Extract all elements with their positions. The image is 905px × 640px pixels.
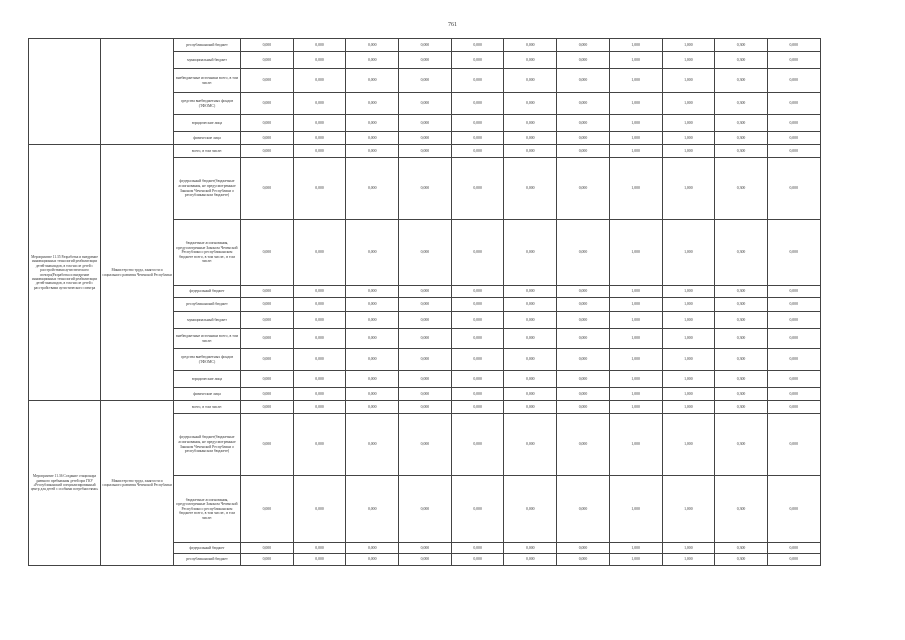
funding-source-cell: муниципальный бюджет [174,312,241,329]
value-cell: 0,000 [504,286,557,298]
value-cell: 0,000 [451,93,504,115]
value-cell: 0,000 [451,158,504,220]
value-cell: 0,000 [241,220,294,286]
value-cell: 0,000 [557,132,610,145]
value-cell: 0,000 [293,543,346,554]
value-cell: 0,000 [346,349,399,371]
value-cell: 0,000 [557,69,610,93]
value-cell: 0,000 [451,401,504,414]
value-cell: 0,000 [451,286,504,298]
value-cell: 0,000 [241,476,294,543]
value-cell: 0,000 [346,158,399,220]
value-cell: 0,000 [767,298,820,312]
value-cell: 0,000 [557,298,610,312]
value-cell: 0,300 [715,93,768,115]
value-cell: 0,000 [767,93,820,115]
value-cell: 0,000 [557,220,610,286]
value-cell: 0,000 [241,329,294,349]
value-cell: 1,000 [662,543,715,554]
value-cell: 0,300 [715,132,768,145]
value-cell: 1,000 [662,329,715,349]
funding-source-cell: юридические лица [174,371,241,388]
value-cell: 0,000 [451,69,504,93]
value-cell: 0,000 [293,312,346,329]
value-cell: 0,000 [504,93,557,115]
value-cell: 0,000 [504,158,557,220]
value-cell: 0,300 [715,543,768,554]
value-cell: 1,000 [662,312,715,329]
value-cell: 0,000 [293,158,346,220]
value-cell: 0,300 [715,220,768,286]
value-cell: 0,000 [451,145,504,158]
value-cell: 0,000 [399,312,452,329]
funding-source-cell: средства внебюджетных фондов (ТФОМС) [174,349,241,371]
value-cell: 0,000 [293,145,346,158]
value-cell: 0,000 [241,312,294,329]
funding-source-cell: республиканский бюджет [174,39,241,52]
table-row [29,39,821,52]
value-cell: 0,000 [399,39,452,52]
value-cell: 0,000 [451,554,504,566]
value-cell: 0,000 [346,115,399,132]
value-cell: 1,000 [609,69,662,93]
value-cell: 0,000 [399,158,452,220]
value-cell: 0,000 [557,39,610,52]
value-cell: 0,300 [715,145,768,158]
value-cell: 0,000 [241,554,294,566]
value-cell: 0,000 [346,39,399,52]
value-cell: 0,000 [346,388,399,401]
funding-source-cell: внебюджетные источники всего, в том числе: [174,329,241,349]
value-cell: 0,000 [399,52,452,69]
value-cell: 0,000 [504,220,557,286]
value-cell: 0,000 [346,93,399,115]
value-cell: 0,000 [504,312,557,329]
value-cell: 0,000 [293,93,346,115]
value-cell: 0,300 [715,39,768,52]
funding-source-cell: юридические лица [174,115,241,132]
value-cell: 0,000 [504,52,557,69]
value-cell: 0,000 [504,401,557,414]
value-cell: 0,000 [767,476,820,543]
value-cell: 0,000 [241,401,294,414]
value-cell: 0,000 [293,115,346,132]
value-cell: 0,000 [241,132,294,145]
value-cell: 0,000 [399,132,452,145]
value-cell: 0,000 [767,312,820,329]
value-cell: 0,000 [767,349,820,371]
value-cell: 1,000 [662,52,715,69]
value-cell: 0,000 [451,414,504,476]
value-cell: 0,000 [451,39,504,52]
value-cell: 0,000 [767,388,820,401]
value-cell: 1,000 [609,52,662,69]
value-cell: 0,000 [504,298,557,312]
value-cell: 1,000 [662,220,715,286]
value-cell: 0,000 [767,39,820,52]
value-cell: 0,000 [451,329,504,349]
value-cell: 0,000 [399,329,452,349]
value-cell: 0,000 [346,312,399,329]
value-cell: 0,000 [346,414,399,476]
value-cell: 1,000 [609,93,662,115]
executor-cell [101,39,174,145]
value-cell: 0,000 [504,543,557,554]
funding-source-cell: бюджетные ассигнования, предусмотренные Законом Чеченской Республики о республиканском бюджете всего, в том числе:, в том числе: [174,220,241,286]
value-cell: 0,000 [767,52,820,69]
value-cell: 0,000 [241,52,294,69]
value-cell: 0,000 [557,145,610,158]
value-cell: 0,000 [767,329,820,349]
value-cell: 0,000 [399,220,452,286]
value-cell: 0,000 [399,286,452,298]
value-cell: 0,000 [293,371,346,388]
value-cell: 0,000 [293,476,346,543]
value-cell: 0,000 [241,286,294,298]
value-cell: 0,000 [241,39,294,52]
value-cell: 1,000 [662,388,715,401]
value-cell: 0,000 [767,543,820,554]
funding-source-cell: федеральный бюджет [174,286,241,298]
value-cell: 1,000 [609,158,662,220]
value-cell: 0,000 [399,69,452,93]
value-cell: 0,000 [346,329,399,349]
value-cell: 0,000 [241,115,294,132]
value-cell: 0,000 [293,286,346,298]
value-cell: 0,000 [293,220,346,286]
value-cell: 1,000 [662,401,715,414]
value-cell: 0,000 [399,401,452,414]
value-cell: 0,000 [399,145,452,158]
value-cell: 0,000 [346,69,399,93]
value-cell: 0,000 [504,349,557,371]
value-cell: 0,300 [715,298,768,312]
value-cell: 0,000 [557,158,610,220]
value-cell: 0,000 [293,349,346,371]
value-cell: 0,000 [241,349,294,371]
value-cell: 1,000 [609,145,662,158]
value-cell: 1,000 [662,554,715,566]
funding-source-cell: внебюджетные источники всего, в том числе: [174,69,241,93]
value-cell: 0,000 [293,298,346,312]
value-cell: 0,000 [767,401,820,414]
value-cell: 0,000 [767,286,820,298]
value-cell: 0,000 [557,115,610,132]
funding-source-cell: средства внебюджетных фондов (ТФОМС) [174,93,241,115]
value-cell: 0,000 [557,476,610,543]
value-cell: 0,000 [451,312,504,329]
value-cell: 0,000 [399,476,452,543]
measure-cell [29,39,101,145]
value-cell: 0,000 [346,371,399,388]
value-cell: 1,000 [662,39,715,52]
value-cell: 0,000 [767,132,820,145]
value-cell: 0,000 [241,93,294,115]
value-cell: 0,300 [715,349,768,371]
funding-source-cell: всего, в том числе: [174,401,241,414]
value-cell: 0,000 [767,145,820,158]
value-cell: 0,000 [293,39,346,52]
value-cell: 0,000 [451,298,504,312]
value-cell: 1,000 [662,115,715,132]
value-cell: 0,000 [504,145,557,158]
value-cell: 0,000 [399,543,452,554]
executor-cell: Министерство труда, занятости и социального развития Чеченской Республики [101,145,174,401]
value-cell: 0,000 [241,371,294,388]
value-cell: 1,000 [662,158,715,220]
value-cell: 0,000 [346,145,399,158]
value-cell: 1,000 [662,414,715,476]
value-cell: 0,000 [557,349,610,371]
value-cell: 0,300 [715,554,768,566]
value-cell: 1,000 [609,329,662,349]
value-cell: 0,000 [767,158,820,220]
value-cell: 0,000 [504,115,557,132]
value-cell: 0,000 [346,132,399,145]
value-cell: 1,000 [609,286,662,298]
value-cell: 1,000 [609,132,662,145]
value-cell: 0,300 [715,52,768,69]
value-cell: 0,000 [399,298,452,312]
value-cell: 0,000 [504,554,557,566]
table-row [29,145,821,158]
value-cell: 0,000 [451,115,504,132]
value-cell: 0,000 [293,414,346,476]
value-cell: 1,000 [662,298,715,312]
value-cell: 0,000 [504,388,557,401]
value-cell: 1,000 [662,69,715,93]
value-cell: 0,000 [399,115,452,132]
value-cell: 1,000 [662,93,715,115]
value-cell: 1,000 [662,286,715,298]
value-cell: 0,000 [504,414,557,476]
value-cell: 1,000 [662,145,715,158]
value-cell: 0,000 [557,371,610,388]
value-cell: 1,000 [662,476,715,543]
value-cell: 0,000 [399,554,452,566]
value-cell: 0,000 [241,69,294,93]
value-cell: 0,000 [767,69,820,93]
value-cell: 0,000 [293,554,346,566]
value-cell: 0,000 [241,158,294,220]
value-cell: 0,000 [293,388,346,401]
value-cell: 0,000 [504,132,557,145]
value-cell: 0,000 [767,115,820,132]
page-number: 761 [448,22,457,28]
executor-cell: Министерство труда, занятости и социального развития Чеченской Республики [101,401,174,566]
value-cell: 0,000 [767,371,820,388]
value-cell: 0,000 [504,39,557,52]
value-cell: 0,000 [451,132,504,145]
table-row [29,401,821,414]
value-cell: 0,000 [241,543,294,554]
value-cell: 1,000 [609,312,662,329]
value-cell: 0,000 [451,543,504,554]
value-cell: 0,000 [293,401,346,414]
value-cell: 0,000 [504,371,557,388]
funding-source-cell: федеральный бюджет(бюджетные ассигнования, не предусмотренные Законом Чеченской Республики о республиканском бюджете) [174,158,241,220]
value-cell: 0,000 [451,52,504,69]
funding-source-cell: физические лица [174,132,241,145]
funding-source-cell: физические лица [174,388,241,401]
funding-source-cell: республиканский бюджет [174,554,241,566]
funding-source-cell: всего, в том числе: [174,145,241,158]
value-cell: 0,000 [399,349,452,371]
value-cell: 0,000 [346,401,399,414]
value-cell: 0,000 [504,329,557,349]
value-cell: 0,000 [557,286,610,298]
value-cell: 1,000 [662,132,715,145]
budget-table [28,38,821,566]
value-cell: 1,000 [662,349,715,371]
value-cell: 0,000 [241,388,294,401]
value-cell: 1,000 [662,371,715,388]
value-cell: 0,000 [767,414,820,476]
value-cell: 0,000 [767,220,820,286]
value-cell: 1,000 [609,401,662,414]
value-cell: 1,000 [609,371,662,388]
value-cell: 0,000 [241,414,294,476]
funding-source-cell: муниципальный бюджет [174,52,241,69]
value-cell: 0,000 [346,298,399,312]
value-cell: 0,000 [451,476,504,543]
value-cell: 0,000 [399,93,452,115]
value-cell: 1,000 [609,388,662,401]
funding-source-cell: республиканский бюджет [174,298,241,312]
value-cell: 0,000 [451,371,504,388]
value-cell: 0,300 [715,476,768,543]
value-cell: 0,000 [557,414,610,476]
value-cell: 0,300 [715,312,768,329]
value-cell: 1,000 [609,554,662,566]
value-cell: 0,300 [715,158,768,220]
value-cell: 0,000 [557,52,610,69]
funding-source-cell: федеральный бюджет [174,543,241,554]
value-cell: 0,000 [767,554,820,566]
value-cell: 0,000 [293,132,346,145]
value-cell: 1,000 [609,39,662,52]
value-cell: 0,000 [399,388,452,401]
value-cell: 0,000 [557,312,610,329]
value-cell: 0,000 [451,220,504,286]
value-cell: 0,000 [451,388,504,401]
value-cell: 0,300 [715,329,768,349]
value-cell: 0,000 [557,93,610,115]
value-cell: 0,000 [293,52,346,69]
value-cell: 0,000 [504,476,557,543]
value-cell: 0,000 [241,145,294,158]
value-cell: 0,300 [715,388,768,401]
value-cell: 0,300 [715,371,768,388]
value-cell: 0,300 [715,414,768,476]
value-cell: 0,000 [557,401,610,414]
value-cell: 1,000 [609,476,662,543]
value-cell: 0,000 [399,414,452,476]
value-cell: 0,300 [715,115,768,132]
value-cell: 0,000 [557,329,610,349]
value-cell: 0,300 [715,401,768,414]
value-cell: 0,000 [293,69,346,93]
funding-source-cell: федеральный бюджет(бюджетные ассигнования, не предусмотренные Законом Чеченской Республики о республиканском бюджете) [174,414,241,476]
value-cell: 0,000 [346,543,399,554]
funding-source-cell: бюджетные ассигнования, предусмотренные Законом Чеченской Республики о республиканском бюджете всего, в том числе:, в том числе: [174,476,241,543]
measure-cell: Мероприятие 11.36 Создание стационара дневного пребывания детей при ГКУ «Республиканский специализированный центр для детей с особыми потребностями» [29,401,101,566]
value-cell: 0,000 [557,388,610,401]
value-cell: 0,000 [346,220,399,286]
value-cell: 0,000 [504,69,557,93]
value-cell: 0,300 [715,286,768,298]
value-cell: 0,000 [451,349,504,371]
value-cell: 0,300 [715,69,768,93]
value-cell: 1,000 [609,220,662,286]
value-cell: 0,000 [346,52,399,69]
value-cell: 0,000 [557,543,610,554]
value-cell: 0,000 [241,298,294,312]
value-cell: 0,000 [346,286,399,298]
value-cell: 1,000 [609,298,662,312]
value-cell: 0,000 [399,371,452,388]
measure-cell: Мероприятие 11.35 Разработка и внедрение инновационных технологий реабилитации детей-инвалидов, в том числе детей с расстройствами аутистического спектра(Разработка и внедрение инновационных технологий реабилитации детей-инвалидов, в том числе детей с расстройствами аутистического спектра [29,145,101,401]
value-cell: 1,000 [609,349,662,371]
value-cell: 1,000 [609,543,662,554]
value-cell: 0,000 [346,554,399,566]
value-cell: 1,000 [609,115,662,132]
value-cell: 1,000 [609,414,662,476]
value-cell: 0,000 [293,329,346,349]
value-cell: 0,000 [557,554,610,566]
value-cell: 0,000 [346,476,399,543]
